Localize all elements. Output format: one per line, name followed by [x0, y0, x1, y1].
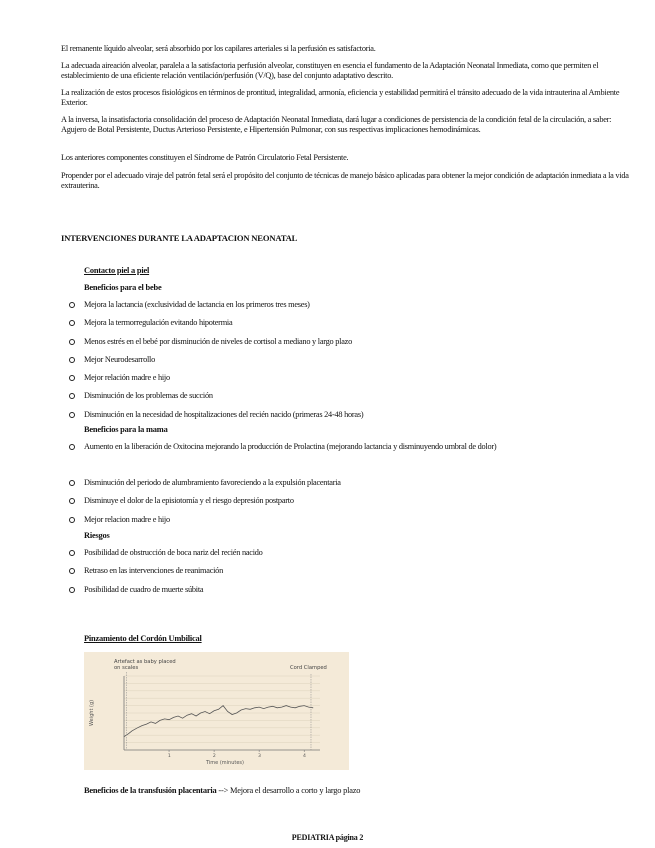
paragraph-4: A la inversa, la insatisfactoria consolidación del proceso de Adaptación Neonatal Inmediata, dará lugar a condiciones de persistencia de la condición fetal de la circulación, a saber: Agujero de Botal Persistente, Ductus Arterioso Persistente, e Hipertensión Pulmonar, con sus respectivas implicaciones hemodinámicas. — [61, 115, 612, 135]
x-tick-labels — [168, 750, 306, 759]
placental-benefit-bold: Beneficios de la transfusión placentaria — [84, 786, 217, 795]
list-item: Retraso en las intervenciones de reanimación — [61, 566, 621, 584]
baby-benefits-list — [61, 300, 621, 428]
list-item: Mejor relacion madre e hijo — [61, 515, 621, 533]
y-axis-label: Weight (g) — [89, 699, 95, 726]
weight-series-line — [124, 706, 313, 737]
list-item: Mejor relación madre e hijo — [61, 373, 621, 391]
annotation-artefact-line2: on scales — [114, 665, 139, 671]
list-item: Mejora la lactancia (exclusividad de lactancia en los primeros tres meses) — [61, 300, 621, 318]
paragraph-3: La realización de estos procesos fisiológicos en términos de prontitud, integralidad, armonía, eficiencia y estabilidad permitirá el tránsito adecuado de la vida intrauterina al Ambiente Exterior. — [61, 88, 620, 108]
placental-benefit-rest: --> Mejora el desarrollo a corto y largo plazo — [216, 786, 361, 795]
x-tick-label: 4 — [303, 754, 306, 759]
page-footer: PEDIATRIA página 2 — [291, 833, 364, 842]
paragraph-5: Los anteriores componentes constituyen el Síndrome de Patrón Circulatorio Fetal Persistente. — [61, 153, 349, 162]
list-item: Mejora la termorregulación evitando hipotermia — [61, 318, 621, 336]
x-axis-label: Time (minutes) — [206, 760, 244, 766]
mother-benefits-heading: Beneficios para la mama — [84, 425, 168, 434]
paragraph-1: El remanente líquido alveolar, será absorbido por los capilares arteriales si la perfusión es satisfactoria. — [61, 44, 376, 53]
mother-benefits-list — [61, 442, 621, 533]
list-item: Mejor Neurodesarrollo — [61, 355, 621, 373]
paragraph-6: Propender por el adecuado viraje del patrón fetal será el propósito del conjunto de técnicas de manejo básico aplicadas para obtener la mejor condición de adaptación inmediata a la vida extrauterina. — [61, 171, 629, 191]
section-title: INTERVENCIONES DURANTE LA ADAPTACION NEONATAL — [61, 233, 298, 243]
annotation-artefact — [114, 659, 177, 671]
x-tick-label: 3 — [257, 754, 261, 759]
risks-list — [61, 548, 621, 603]
chart-grid — [124, 676, 320, 750]
risks-heading: Riesgos — [84, 531, 110, 540]
paragraph-2: La adecuada aireación alveolar, paralela a la satisfactoria perfusión alveolar, constituyen en esencia el fundamento de la Adaptación Neonatal Inmediata, como que permiten el establecimiento de una eficiente relación ventilación/perfusión (V/Q), base del conjunto adaptativo descrito. — [61, 61, 599, 81]
baby-benefits-heading: Beneficios para el bebe — [84, 283, 162, 292]
annotation-artefact-line1: Artefact as baby placed — [114, 659, 176, 665]
list-item: Posibilidad de cuadro de muerte súbita — [61, 585, 621, 603]
list-item: Posibilidad de obstrucción de boca nariz del recién nacido — [61, 548, 621, 566]
skin-contact-title: Contacto piel a piel — [84, 266, 150, 275]
x-tick-label: 1 — [167, 754, 171, 759]
list-item: Disminución de los problemas de succión — [61, 391, 621, 409]
list-item: Disminución del periodo de alumbramiento favoreciendo a la expulsión placentaria — [61, 478, 621, 496]
list-item: Aumento en la liberación de Oxitocina mejorando la producción de Prolactina (mejorando lactancia y disminuyendo umbral de dolor) — [61, 442, 514, 478]
list-item: Disminución en la necesidad de hospitalizaciones del recién nacido (primeras 24-48 horas) — [61, 410, 621, 428]
list-item: Disminuye el dolor de la episiotomía y el riesgo depresión postparto — [61, 496, 621, 514]
cord-clamping-title: Pinzamiento del Cordón Umbilical — [84, 634, 202, 643]
weight-chart — [84, 652, 349, 770]
annotation-cord-clamped: Cord Clamped — [290, 665, 327, 671]
list-item: Menos estrés en el bebé por disminución de niveles de cortisol a mediano y largo plazo — [61, 337, 621, 355]
x-tick-label: 2 — [212, 754, 216, 759]
weight-chart-figure — [84, 652, 349, 770]
placental-transfusion-benefit — [84, 786, 360, 795]
